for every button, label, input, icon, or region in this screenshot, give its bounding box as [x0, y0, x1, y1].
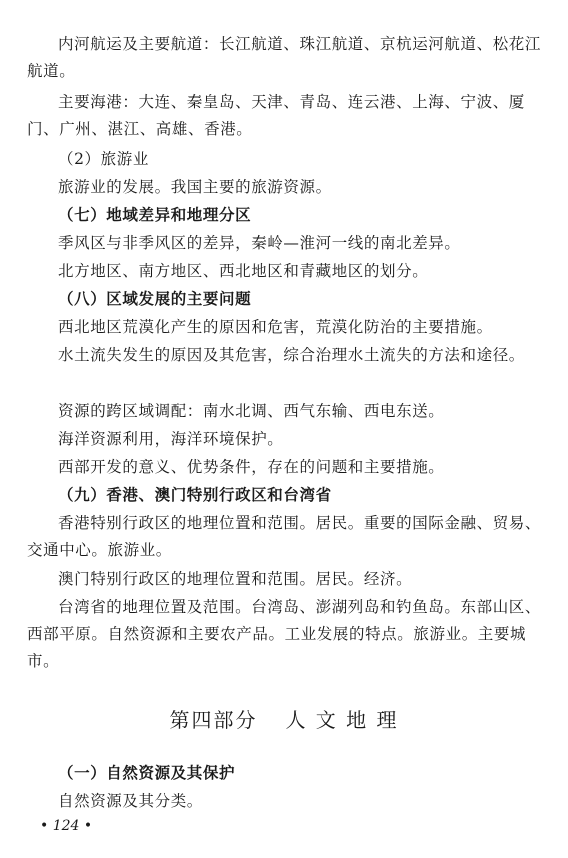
paragraph-region-division: 北方地区、南方地区、西北地区和青藏地区的划分。	[58, 262, 429, 280]
section-heading-8: （八）区域发展的主要问题	[58, 290, 252, 308]
paragraph-monsoon-difference: 季风区与非季风区的差异，秦岭—淮河一线的南北差异。	[58, 234, 461, 252]
paragraph-ocean-resources: 海洋资源利用，海洋环境保护。	[58, 430, 284, 448]
part-title	[0, 704, 568, 733]
paragraph-inland-waterways: 内河航运及主要航道：长江航道、珠江航道、京杭运河航道、松花江航道。	[27, 35, 542, 80]
paragraph-major-seaports: 主要海港：大连、秦皇岛、天津、青岛、连云港、上海、宁波、厦门、广州、湛江、高雄、香港。	[27, 93, 525, 138]
paragraph-natural-resources: 自然资源及其分类。	[58, 792, 203, 810]
section-heading-9: （九）香港、澳门特别行政区和台湾省	[58, 486, 332, 504]
paragraph-tourism: 旅游业的发展。我国主要的旅游资源。	[58, 178, 332, 196]
page-number: • 124 •	[40, 818, 93, 834]
subheading-tourism: （2）旅游业	[58, 150, 149, 168]
part-title-name: 人 文 地 理	[285, 708, 399, 732]
paragraph-resource-transfer: 资源的跨区域调配：南水北调、西气东输、西电东送。	[58, 402, 445, 420]
paragraph-macau: 澳门特别行政区的地理位置和范围。居民。经济。	[58, 570, 413, 588]
paragraph-western-development: 西部开发的意义、优势条件，存在的问题和主要措施。	[58, 458, 445, 476]
section-heading-7: （七）地域差异和地理分区	[58, 206, 252, 224]
paragraph-hong-kong: 香港特别行政区的地理位置和范围。居民。重要的国际金融、贸易、交通中心。旅游业。	[27, 514, 542, 559]
paragraph-soil-erosion: 水土流失发生的原因及其危害，综合治理水土流失的方法和途径。	[58, 346, 525, 364]
paragraph-desertification: 西北地区荒漠化产生的原因和危害，荒漠化防治的主要措施。	[58, 318, 493, 336]
paragraph-taiwan: 台湾省的地理位置及范围。台湾岛、澎湖列岛和钓鱼岛。东部山区、西部平原。自然资源和主要农产品。工业发展的特点。旅游业。主要城市。	[27, 598, 542, 670]
part-title-number: 第四部分	[169, 708, 258, 732]
section-heading-part4-1: （一）自然资源及其保护	[58, 764, 236, 782]
